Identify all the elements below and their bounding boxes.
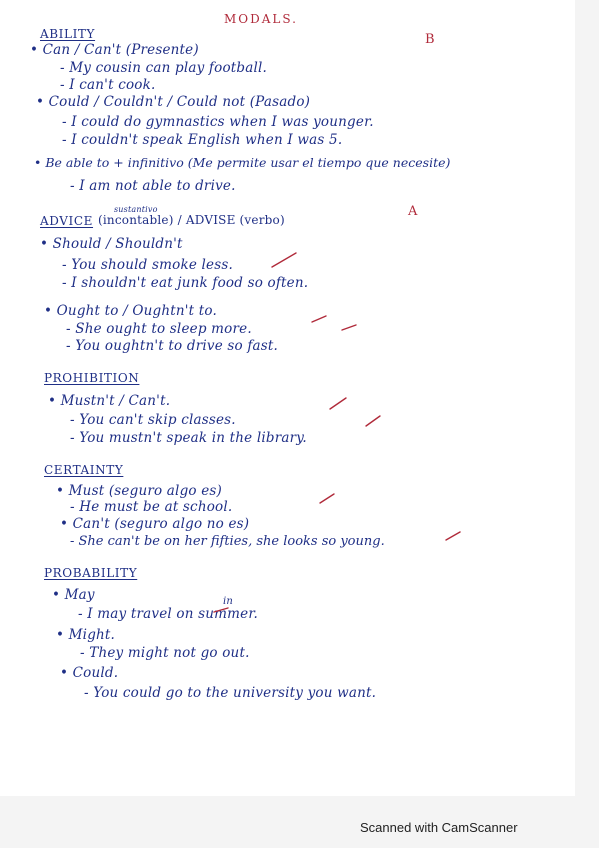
list-item: - You can't skip classes. bbox=[70, 412, 236, 428]
list-item: - You should smoke less. bbox=[62, 257, 233, 273]
list-item: • Could. bbox=[60, 665, 119, 681]
list-item: • Might. bbox=[56, 627, 116, 643]
list-item: • Ought to / Oughtn't to. bbox=[44, 303, 218, 319]
list-item: - I can't cook. bbox=[60, 77, 156, 93]
check-mark bbox=[446, 532, 460, 540]
list-item: • Can't (seguro algo no es) bbox=[60, 516, 250, 532]
list-item: - I could do gymnastics when I was younger. bbox=[62, 114, 374, 130]
list-item: - I am not able to drive. bbox=[70, 178, 236, 194]
footer-watermark: Scanned with CamScanner bbox=[360, 820, 518, 835]
correction-in: in bbox=[223, 596, 234, 607]
list-item: • Can / Can't (Presente) bbox=[30, 42, 199, 58]
section-heading-certainty: CERTAINTY bbox=[44, 463, 124, 477]
list-item: • Must (seguro algo es) bbox=[56, 483, 223, 499]
check-mark bbox=[342, 325, 356, 330]
list-item: - They might not go out. bbox=[80, 645, 250, 661]
list-item: • Mustn't / Can't. bbox=[48, 393, 171, 409]
strike-mark bbox=[214, 608, 228, 612]
list-item: - I couldn't speak English when I was 5. bbox=[62, 132, 343, 148]
list-item: - He must be at school. bbox=[70, 499, 233, 515]
list-item: - She ought to sleep more. bbox=[66, 321, 252, 337]
check-mark bbox=[366, 416, 380, 426]
section-heading-probability: PROBABILITY bbox=[44, 566, 138, 580]
section-heading-prohibition: PROHIBITION bbox=[44, 371, 140, 385]
section-heading-advice: ADVICE bbox=[40, 214, 94, 228]
list-item: • May bbox=[52, 587, 95, 603]
list-item: • Could / Couldn't / Could not (Pasado) bbox=[36, 94, 311, 110]
annotation-sustantivo: sustantivo bbox=[114, 205, 158, 214]
list-item: - My cousin can play football. bbox=[60, 60, 268, 76]
page-title: MODALS. bbox=[224, 12, 298, 26]
margin-letter-a: A bbox=[408, 204, 418, 219]
check-mark bbox=[320, 494, 334, 503]
check-mark bbox=[330, 398, 346, 409]
list-item: • Be able to + infinitivo (Me permite usar el tiempo que necesite) bbox=[34, 155, 451, 170]
list-item: • Should / Shouldn't bbox=[40, 236, 183, 252]
list-item: - You could go to the university you want. bbox=[84, 685, 377, 701]
list-item: - You oughtn't to drive so fast. bbox=[66, 338, 279, 354]
section-heading-ability: ABILITY bbox=[40, 27, 96, 41]
list-item: - You mustn't speak in the library. bbox=[70, 430, 307, 446]
check-mark bbox=[272, 253, 296, 267]
list-item: - She can't be on her fifties, she looks so young. bbox=[70, 534, 385, 549]
list-item: - I may travel on summer. bbox=[78, 606, 258, 622]
list-item: - I shouldn't eat junk food so often. bbox=[62, 275, 309, 291]
margin-letter-b: B bbox=[425, 32, 435, 47]
section-heading-advice-rest: (incontable) / ADVISE (verbo) bbox=[98, 213, 285, 227]
check-mark bbox=[312, 316, 326, 322]
